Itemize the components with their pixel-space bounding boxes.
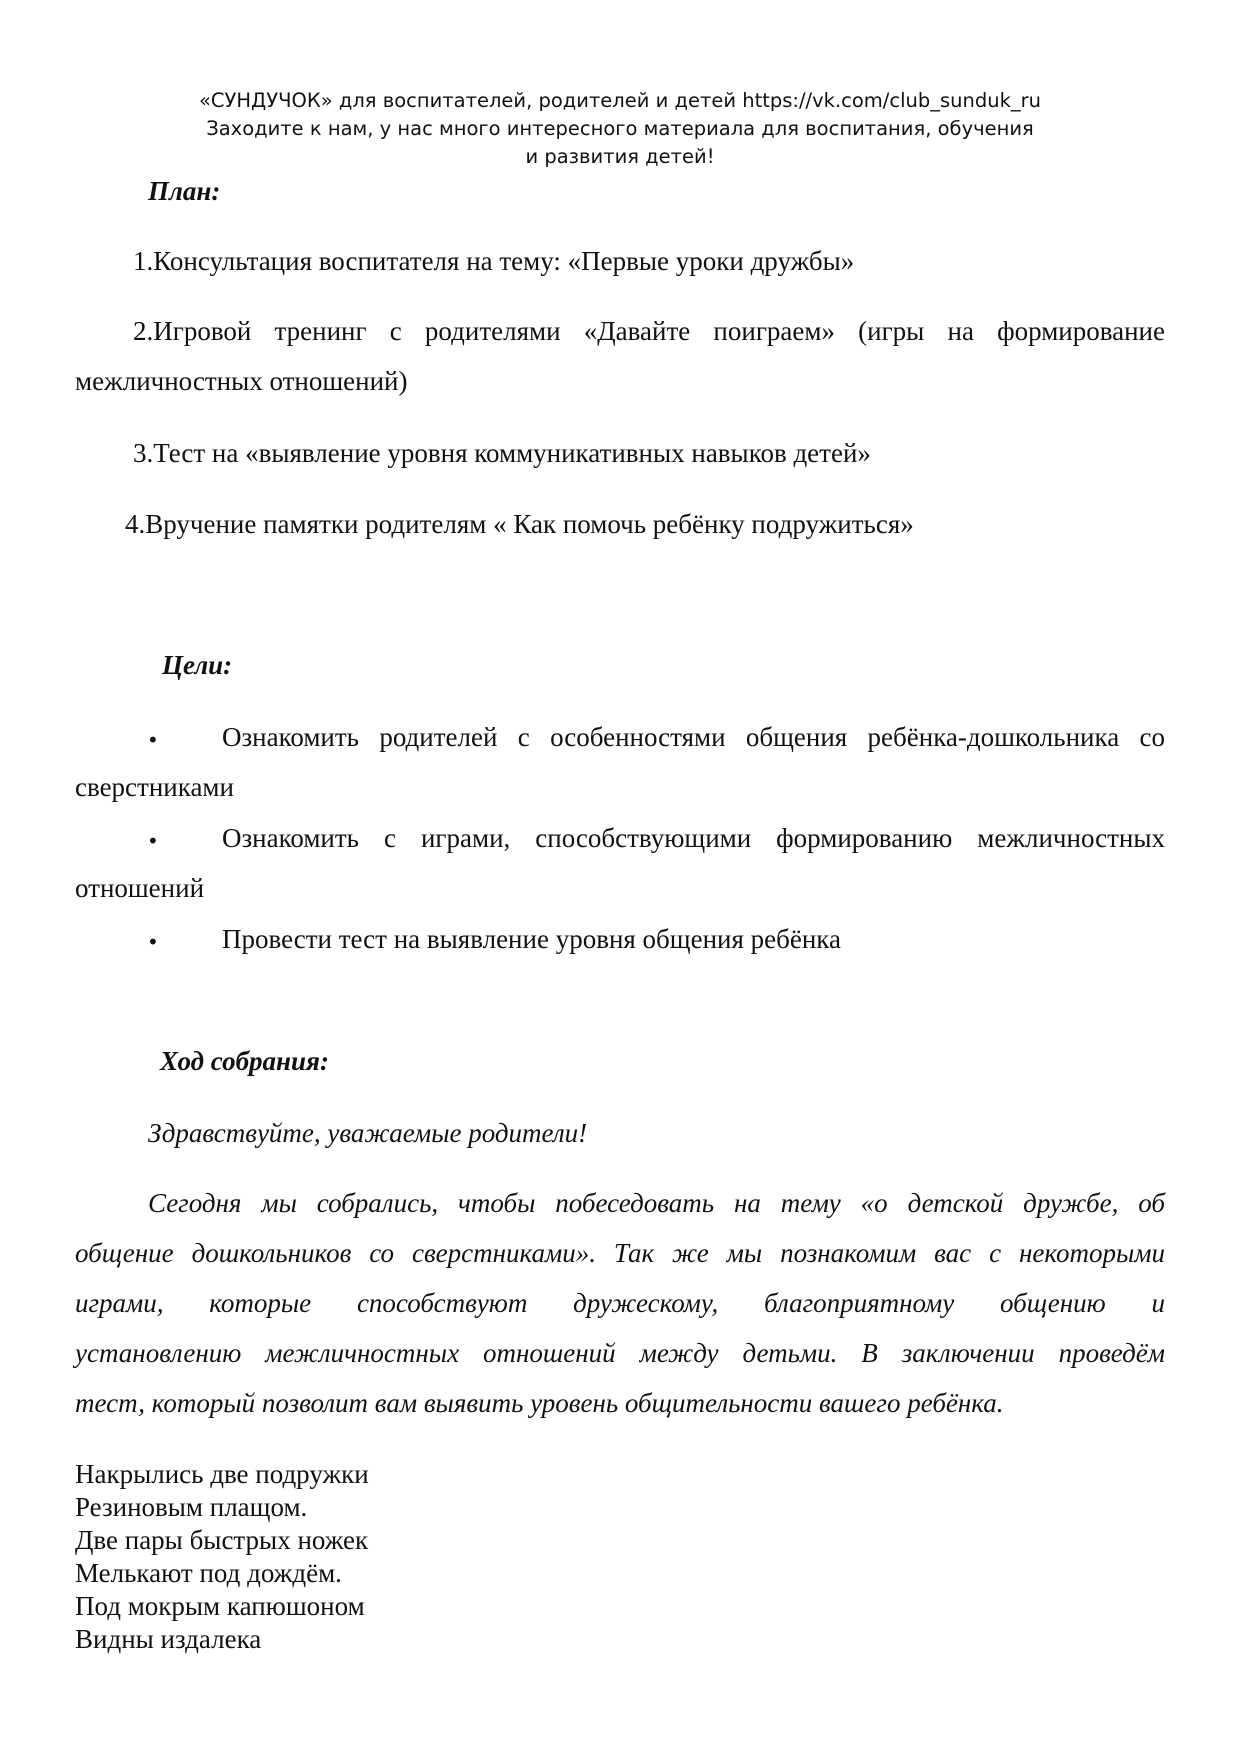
plan-item-1: 1.Консультация воспитателя на тему: «Первые уроки дружбы» bbox=[133, 246, 855, 276]
bullet-2: • bbox=[147, 829, 159, 853]
goals-title: Цели: bbox=[162, 650, 233, 680]
paragraph-line-5: тест, который позволит вам выявить уровень общительности вашего ребёнка. bbox=[75, 1388, 1004, 1418]
bullet-1: • bbox=[147, 728, 159, 752]
poem-line: Резиновым плащом. bbox=[75, 1492, 308, 1522]
bullet-3: • bbox=[147, 930, 159, 954]
plan-title: План: bbox=[148, 176, 221, 206]
goal-1-line-1: Ознакомить родителей с особенностями общения ребёнка-дошкольника со bbox=[222, 722, 1165, 752]
paragraph-line-4: установлению межличностных отношений между детьми. В заключении проведём bbox=[75, 1338, 1165, 1368]
poem-line: Мелькают под дождём. bbox=[75, 1558, 342, 1588]
paragraph-line-2: общение дошкольников со сверстниками». Так же мы познакомим вас с некоторыми bbox=[75, 1238, 1165, 1268]
plan-item-4: 4.Вручение памятки родителям « Как помочь ребёнку подружиться» bbox=[125, 509, 914, 539]
poem-line: Видны издалека bbox=[75, 1624, 262, 1654]
poem-line: Накрылись две подружки bbox=[75, 1459, 369, 1489]
poem-line: Две пары быстрых ножек bbox=[75, 1525, 369, 1555]
goal-2-line-1: Ознакомить с играми, способствующими формированию межличностных bbox=[222, 823, 1165, 853]
goal-1-line-2: сверстниками bbox=[75, 772, 234, 802]
plan-item-3: 3.Тест на «выявление уровня коммуникативных навыков детей» bbox=[133, 438, 871, 468]
header-line-1: «СУНДУЧОК» для воспитателей, родителей и детей https://vk.com/club_sunduk_ru bbox=[198, 89, 1042, 112]
header-line-3: и развития детей! bbox=[525, 145, 715, 168]
meeting-title: Ход собрания: bbox=[160, 1046, 329, 1076]
paragraph-line-3: играми, которые способствуют дружескому, благоприятному общению и bbox=[75, 1288, 1165, 1318]
greeting: Здравствуйте, уважаемые родители! bbox=[148, 1118, 588, 1148]
poem-line: Под мокрым капюшоном bbox=[75, 1591, 365, 1621]
goal-2-line-2: отношений bbox=[75, 873, 205, 903]
header-line-2: Заходите к нам, у нас много интересного материала для воспитания, обучения bbox=[206, 117, 1034, 140]
plan-item-2-line-1: 2.Игровой тренинг с родителями «Давайте поиграем» (игры на формирование bbox=[133, 316, 1165, 346]
goal-3: Провести тест на выявление уровня общения ребёнка bbox=[222, 924, 841, 954]
poem bbox=[75, 1458, 369, 1656]
paragraph-line-1: Сегодня мы собрались, чтобы побеседовать на тему «о детской дружбе, об bbox=[148, 1188, 1165, 1218]
plan-item-2-line-2: межличностных отношений) bbox=[75, 366, 408, 396]
